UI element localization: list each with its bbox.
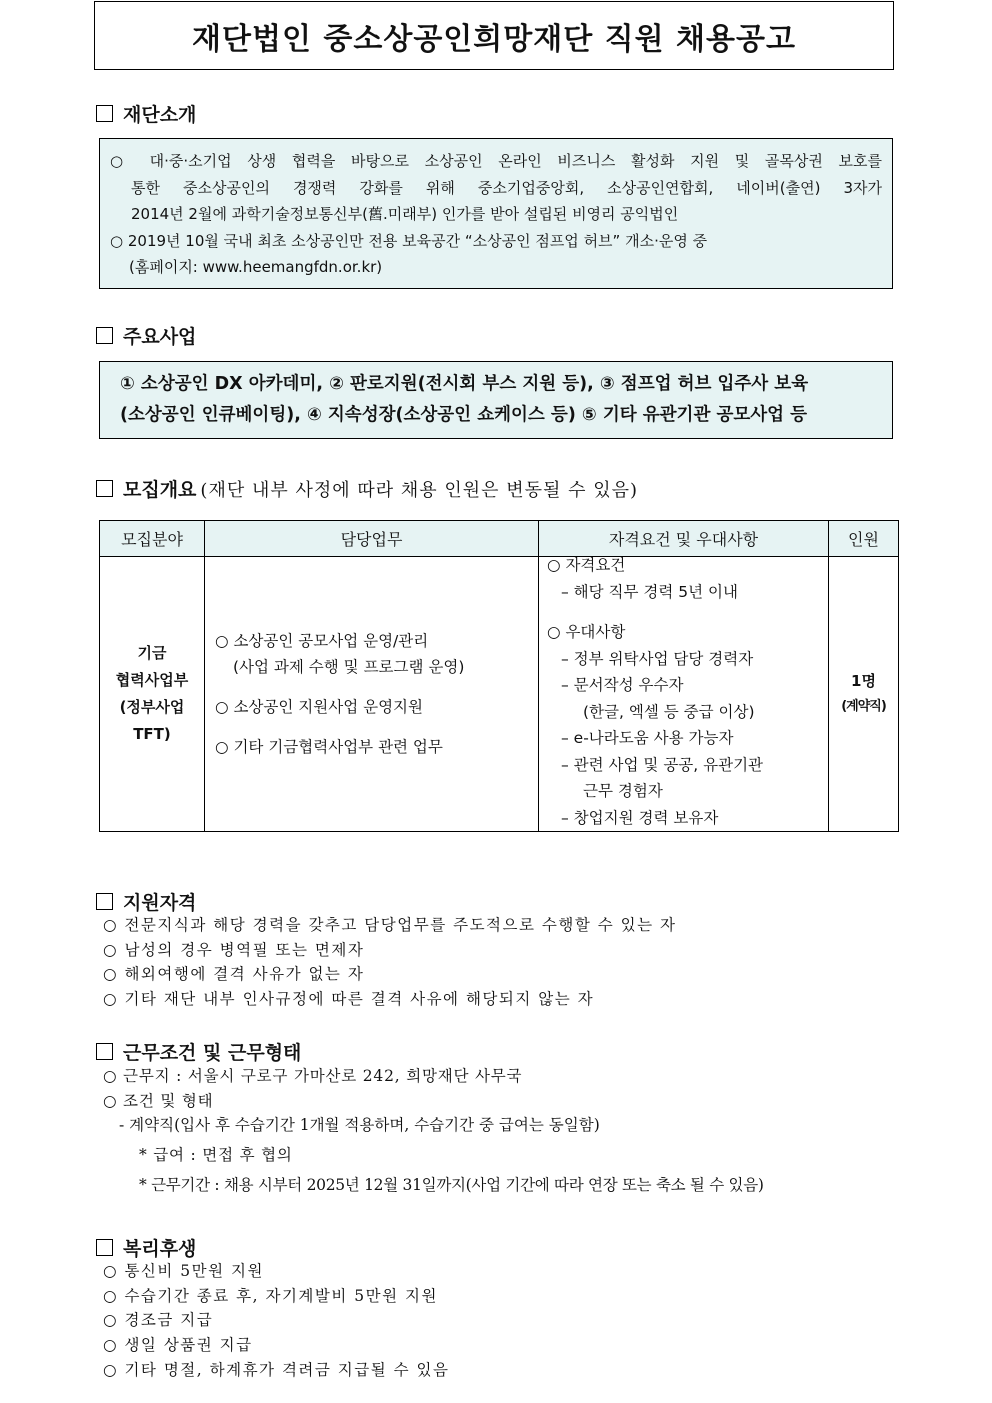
eligibility-list (103, 913, 677, 1012)
list-item: ○ 생일 상품권 지급 (103, 1336, 253, 1355)
list-item: - 계약직(입사 후 수습기간 1개월 적용하며, 수습기간 중 급여는 동일함) (119, 1116, 600, 1135)
business-box (99, 361, 893, 439)
header-headcount: 인원 (829, 521, 899, 557)
checkbox-square-icon (96, 327, 113, 344)
business-line: ① 소상공인 DX 아카데미, ② 판로지원(전시회 부스 지원 등), ③ 점프업 허브 입주사 보육 (120, 374, 809, 394)
page-title: 재단법인 중소상공인희망재단 직원 채용공고 (94, 1, 894, 70)
checkbox-square-icon (96, 1043, 113, 1060)
list-item: ○ 근무지 : 서울시 구로구 가마산로 242, 희망재단 사무국 (103, 1067, 523, 1085)
welfare-list (103, 1259, 449, 1383)
qual-item: – 정부 위탁사업 담당 경력자 (561, 649, 754, 668)
list-item: ○ 남성의 경우 병역필 또는 면제자 (103, 940, 365, 959)
qual-item: – 해당 직무 경력 5년 이내 (561, 582, 739, 601)
qual-item: – e-나라도움 사용 가능자 (561, 729, 734, 747)
qual-item: (한글, 엑셀 등 중급 이상) (583, 702, 755, 721)
list-item: * 근무기간 : 채용 시부터 2025년 12월 31일까지(사업 기간에 따라 연장 또는 축소 될 수 있음) (139, 1175, 764, 1194)
list-item: ○ 기타 명절, 하계휴가 격려금 지급될 수 있음 (103, 1360, 450, 1379)
header-field: 모집분야 (100, 521, 205, 557)
duty-item: ○ 소상공인 지원사업 운영지원 (215, 698, 423, 716)
list-item: ○ 기타 재단 내부 인사규정에 따른 결격 사유에 해당되지 않는 자 (103, 990, 595, 1009)
list-item: ○ 해외여행에 결격 사유가 없는 자 (103, 965, 365, 984)
intro-homepage: (홈페이지: www.heemangfdn.or.kr) (129, 258, 383, 276)
business-line: (소상공인 인큐베이팅), ④ 지속성장(소상공인 쇼케이스 등) ⑤ 기타 유관기관 공모사업 등 (120, 405, 808, 425)
intro-line: ○ 대·중·소기업 상생 협력을 바탕으로 소상공인 온라인 비즈니스 활성화 지원 및 골목상권 보호를 (110, 152, 882, 170)
list-item: ○ 통신비 5만원 지원 (103, 1262, 264, 1280)
qual-item: – 창업지원 경력 보유자 (561, 808, 719, 827)
list-item: ○ 조건 및 형태 (103, 1091, 214, 1110)
checkbox-square-icon (96, 893, 113, 910)
cell-headcount: 1명 (계약직) (829, 557, 899, 832)
checkbox-square-icon (96, 480, 113, 497)
qual-item: ○ 자격요건 (547, 556, 626, 574)
list-item: ○ 전문지식과 해당 경력을 갖추고 담당업무를 주도적으로 수행할 수 있는 자 (103, 916, 677, 934)
section-heading-recruit: 모집개요 (재단 내부 사정에 따라 채용 인원은 변동될 수 있음) (96, 475, 638, 502)
table-row (100, 557, 899, 832)
qual-item: ○ 우대사항 (547, 623, 626, 641)
checkbox-square-icon (96, 105, 113, 122)
cell-duties (205, 557, 539, 832)
header-qualifications: 자격요건 및 우대사항 (539, 521, 829, 557)
intro-line: 통한 중소상공인의 경쟁력 강화를 위해 중소기업중앙회, 소상공인연합회, 네이버(출연) 3자가 (131, 178, 882, 197)
recruit-note: (재단 내부 사정에 따라 채용 인원은 변동될 수 있음) (200, 480, 638, 501)
duty-item: ○ 소상공인 공모사업 운영/관리 (215, 632, 429, 650)
qual-item: 근무 경험자 (583, 782, 663, 800)
qual-item: – 관련 사업 및 공공, 유관기관 (561, 755, 764, 774)
cell-field: 기금 협력사업부 (정부사업 TFT) (100, 557, 205, 832)
checkbox-square-icon (96, 1239, 113, 1256)
duty-item: ○ 기타 기금협력사업부 관련 업무 (215, 738, 443, 756)
intro-line: ○ 2019년 10월 국내 최초 소상공인만 전용 보육공간 “소상공인 점프업 허브” 개소·운영 중 (110, 231, 708, 250)
cell-qualifications (539, 557, 829, 832)
section-heading-intro: 재단소개 (96, 100, 196, 127)
list-item: * 급여 : 면접 후 협의 (139, 1146, 293, 1165)
duty-item: (사업 과제 수행 및 프로그램 운영) (233, 658, 465, 676)
intro-box (99, 138, 893, 289)
list-item: ○ 수습기간 종료 후, 자기계발비 5만원 지원 (103, 1286, 438, 1305)
section-heading-business: 주요사업 (96, 322, 196, 349)
section-heading-welfare: 복리후생 (96, 1234, 196, 1261)
header-duties: 담당업무 (205, 521, 539, 557)
list-item: ○ 경조금 지급 (103, 1311, 214, 1330)
section-heading-conditions: 근무조건 및 근무형태 (96, 1038, 301, 1065)
conditions-list (103, 1064, 764, 1198)
intro-line: 2014년 2월에 과학기술정보통신부(舊.미래부) 인가를 받아 설립된 비영리 공익법인 (131, 205, 679, 223)
section-heading-eligibility: 지원자격 (96, 888, 196, 915)
qual-item: – 문서작성 우수자 (561, 676, 684, 694)
recruit-table (99, 520, 899, 832)
